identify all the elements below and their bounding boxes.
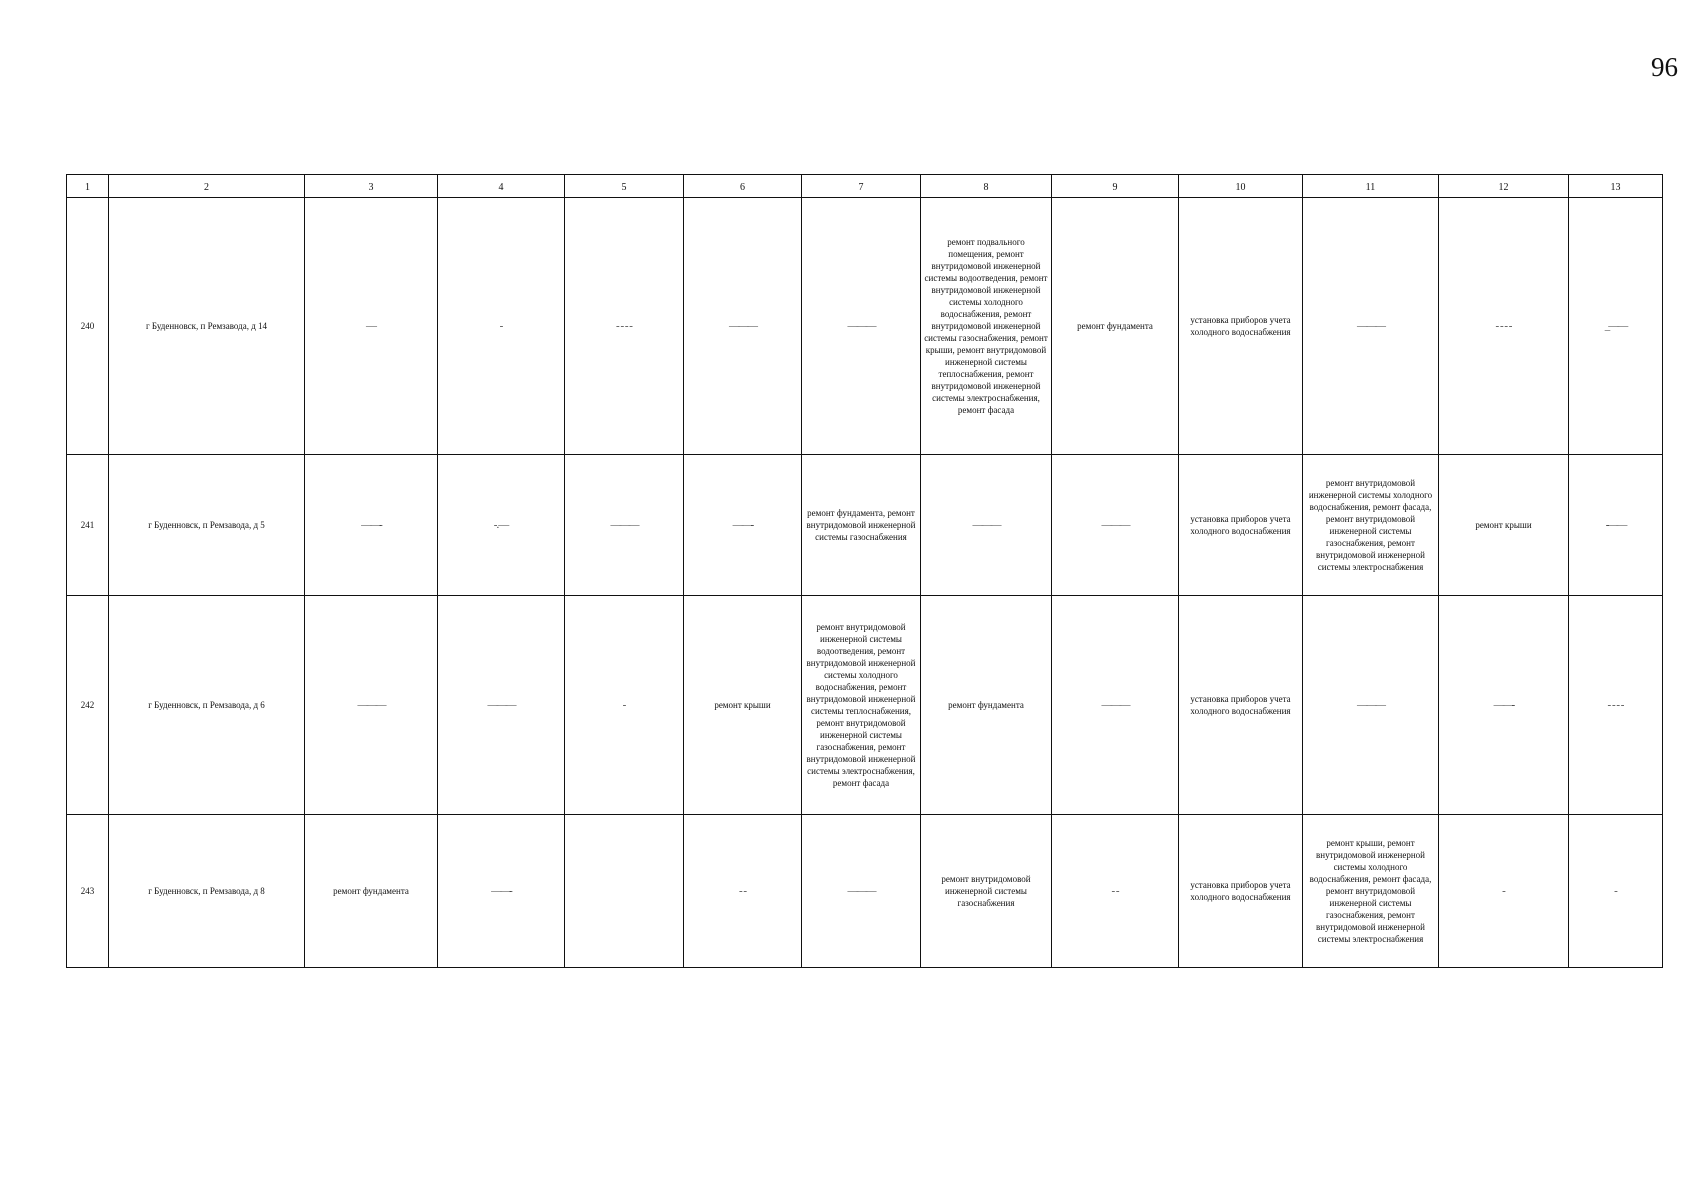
table-cell [565,455,684,596]
dash-mark: - - - - [1607,699,1624,711]
dash-mark: - [1502,885,1505,897]
work-description-cell: ремонт фундамента [921,596,1052,815]
dash-mark: ——— [1101,699,1129,711]
dash-mark: ——— [1357,320,1384,332]
dash-mark: - [622,699,626,711]
work-description-cell: ремонт фундамента [305,815,438,968]
row-number: 240 [67,198,109,455]
address-cell: г Буденновск, п Ремзавода, д 8 [109,815,305,968]
table-cell [1569,198,1663,455]
dash-mark: ——- [361,519,381,531]
column-header: 3 [305,175,438,198]
dash-mark: - - [738,885,747,897]
dash-mark: - - - - [616,320,632,332]
work-description-cell: ремонт внутридомовой инженерной системы газоснабжения [921,815,1052,968]
work-description-cell: ремонт внутридомовой инженерной системы водоотведения, ремонт внутридомовой инженерной системы холодного водоснабжения, ремонт внутридомовой инженерной системы теплоснабжения, ремонт внутридомовой инженерной системы газоснабжения, ремонт внутридомовой инженерной системы электроснабжения, ремонт фасада [802,596,921,815]
table-cell [1569,455,1663,596]
table-cell [921,455,1052,596]
dash-mark: ——- [732,519,753,531]
table-cell [684,815,802,968]
address-cell: г Буденновск, п Ремзавода, д 5 [109,455,305,596]
work-description-cell: ремонт крыши, ремонт внутридомовой инженерной системы холодного водоснабжения, ремонт фасада, ремонт внутридомовой инженерной системы газоснабжения, ремонт внутридомовой инженерной системы электроснабжения [1303,815,1439,968]
work-description-cell: установка приборов учета холодного водоснабжения [1179,455,1303,596]
row-number: 242 [67,596,109,815]
table-cell [1052,596,1179,815]
table-cell [305,455,438,596]
column-number-row [67,175,1663,198]
dash-mark: ——— [847,885,875,897]
table-cell [1569,596,1663,815]
table-cell [565,596,684,815]
dash-mark: - [499,320,503,332]
table-row [67,815,1663,968]
work-description-cell: установка приборов учета холодного водоснабжения [1179,198,1303,455]
dash-mark: -—— [1605,519,1626,531]
table-cell [565,198,684,455]
dash-mark: — [366,320,376,332]
table-cell [1303,198,1439,455]
column-header: 8 [921,175,1052,198]
table-cell [438,815,565,968]
work-description-cell: ремонт крыши [684,596,802,815]
column-header: 12 [1439,175,1569,198]
table-row [67,455,1663,596]
table-cell [802,815,921,968]
work-description-cell: ремонт подвального помещения, ремонт внутридомовой инженерной системы водоотведения, ремонт внутридомовой инженерной системы холодного водоснабжения, ремонт внутридомовой инженерной системы газоснабжения, ремонт крыши, ремонт внутридомовой инженерной системы теплоснабжения, ремонт внутридомовой инженерной системы электроснабжения, ремонт фасада [921,198,1052,455]
repair-schedule-table [66,174,1663,968]
table-cell [802,198,921,455]
table-cell [684,455,802,596]
table-cell [1439,596,1569,815]
table-cell [1052,455,1179,596]
column-header: 13 [1569,175,1663,198]
table-cell [1439,198,1569,455]
row-number: 241 [67,455,109,596]
work-description-cell: ремонт фундамента, ремонт внутридомовой инженерной системы газоснабжения [802,455,921,596]
dash-mark: _—— [1604,320,1627,332]
dash-mark: ——— [1357,699,1384,711]
dash-mark: ——— [610,519,638,531]
column-header: 2 [109,175,305,198]
column-header: 6 [684,175,802,198]
dash-mark: ——— [357,699,385,711]
dash-mark: ——— [1101,519,1129,531]
dash-mark: -.— [493,519,509,531]
row-number: 243 [67,815,109,968]
table-cell [1439,815,1569,968]
table-row [67,596,1663,815]
work-description-cell: ремонт крыши [1439,455,1569,596]
table-cell [305,198,438,455]
dash-mark: - - - - [1495,320,1512,332]
table-cell [1052,815,1179,968]
page-number: 96 [1651,52,1678,82]
table-cell [1303,596,1439,815]
work-description-cell: установка приборов учета холодного водоснабжения [1179,596,1303,815]
work-description-cell: ремонт внутридомовой инженерной системы холодного водоснабжения, ремонт фасада, ремонт внутридомовой инженерной системы газоснабжения, ремонт внутридомовой инженерной системы электроснабжения [1303,455,1439,596]
dash-mark: ——— [487,699,515,711]
table-cell [438,198,565,455]
table-cell [684,198,802,455]
address-cell: г Буденновск, п Ремзавода, д 14 [109,198,305,455]
work-description-cell: установка приборов учета холодного водоснабжения [1179,815,1303,968]
table-cell [438,596,565,815]
dash-mark: ——- [1493,699,1514,711]
table-row [67,198,1663,455]
dash-mark: ——- [491,885,511,897]
dash-mark: ——— [729,320,756,332]
column-header: 10 [1179,175,1303,198]
table-cell [438,455,565,596]
dash-mark: - [1614,885,1617,897]
column-header: 4 [438,175,565,198]
column-header: 5 [565,175,684,198]
column-header: 7 [802,175,921,198]
table-cell [1569,815,1663,968]
dash-mark: ——— [972,519,1000,531]
work-description-cell: ремонт фундамента [1052,198,1179,455]
dash-mark: ——— [847,320,875,332]
address-cell: г Буденновск, п Ремзавода, д 6 [109,596,305,815]
table-cell [565,815,684,968]
column-header: 9 [1052,175,1179,198]
column-header: 1 [67,175,109,198]
table-cell [305,596,438,815]
column-header: 11 [1303,175,1439,198]
dash-mark: - - [1111,885,1119,897]
